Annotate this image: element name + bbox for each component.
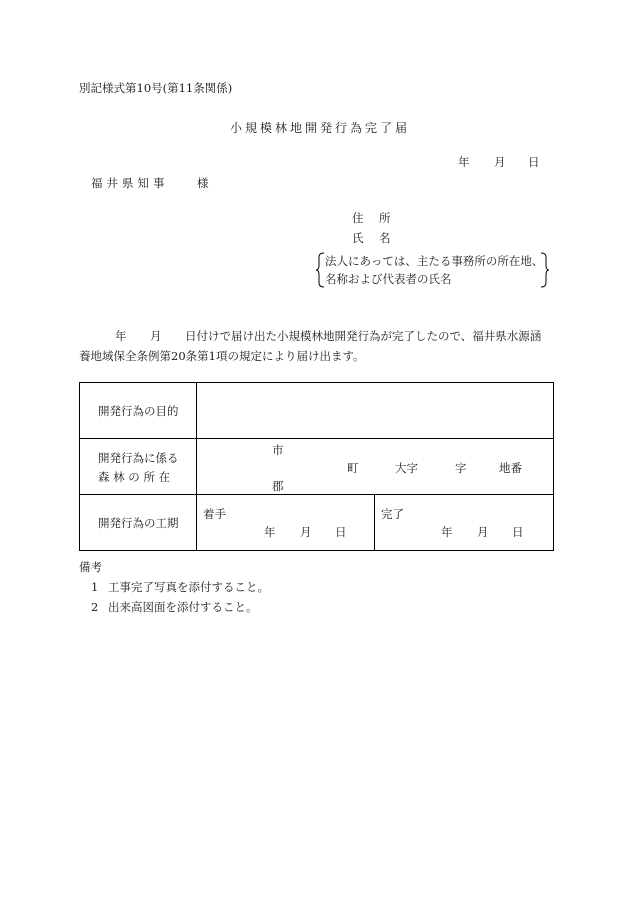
end-month: 月 <box>477 525 489 539</box>
body-line1: 日付けで届け出た小規模林地開発行為が完了したので、福井県水源涵 <box>185 329 542 343</box>
location-input-cell[interactable] <box>197 439 554 495</box>
location-city: 市 <box>272 443 284 457</box>
location-label-line2: 森 林 の 所 在 <box>98 470 171 484</box>
location-label-cell <box>80 439 197 495</box>
form-id: 別記様式第10号(第11条関係) <box>79 81 233 95</box>
purpose-input-cell[interactable] <box>197 383 554 439</box>
end-cell[interactable] <box>375 495 554 551</box>
end-day: 日 <box>512 525 524 539</box>
addressee-governor: 福井県知事 <box>91 176 169 190</box>
corporate-note-line2: 名称および代表者の氏名 <box>325 272 452 286</box>
date-month: 月 <box>494 155 506 169</box>
notes-heading: 備考 <box>79 560 102 574</box>
corporate-note-line1: 法人にあっては、主たる事務所の所在地、 <box>325 254 544 268</box>
date-day: 日 <box>528 155 540 169</box>
period-label: 開発行為の工期 <box>98 516 179 530</box>
location-label-line1: 開発行為に係る <box>98 451 179 465</box>
location-oaza: 大字 <box>395 461 418 475</box>
body-month: 月 <box>150 329 162 343</box>
purpose-label-cell <box>80 383 197 439</box>
corporate-note-bracket <box>316 252 550 288</box>
location-county: 郡 <box>272 479 284 493</box>
addressee-sama: 様 <box>197 176 209 190</box>
end-year: 年 <box>441 525 453 539</box>
start-year: 年 <box>264 525 276 539</box>
purpose-label: 開発行為の目的 <box>98 404 179 418</box>
note-2-num: 2 <box>91 600 99 614</box>
start-month: 月 <box>300 525 312 539</box>
start-cell[interactable] <box>197 495 375 551</box>
body-year: 年 <box>115 329 127 343</box>
location-town: 町 <box>347 461 359 475</box>
form-table <box>79 382 554 551</box>
period-label-cell <box>80 495 197 551</box>
document-title: 小規模林地開発行為完了届 <box>230 121 411 135</box>
location-row <box>80 439 554 495</box>
name-label: 氏 名 <box>352 231 393 245</box>
purpose-row <box>80 383 554 439</box>
date-year: 年 <box>458 155 470 169</box>
address-label: 住 所 <box>352 211 393 225</box>
note-2-text: 出来高図面を添付すること。 <box>108 600 258 614</box>
start-label: 着手 <box>203 507 226 521</box>
end-label: 完了 <box>381 507 404 521</box>
period-row <box>80 495 554 551</box>
start-day: 日 <box>335 525 347 539</box>
body-line2: 養地域保全条例第20条第1項の規定により届け出ます。 <box>79 349 365 363</box>
location-aza: 字 <box>455 461 467 475</box>
note-1-text: 工事完了写真を添付すること。 <box>108 580 269 594</box>
note-1-num: 1 <box>91 580 99 594</box>
location-chiban: 地番 <box>499 461 522 475</box>
